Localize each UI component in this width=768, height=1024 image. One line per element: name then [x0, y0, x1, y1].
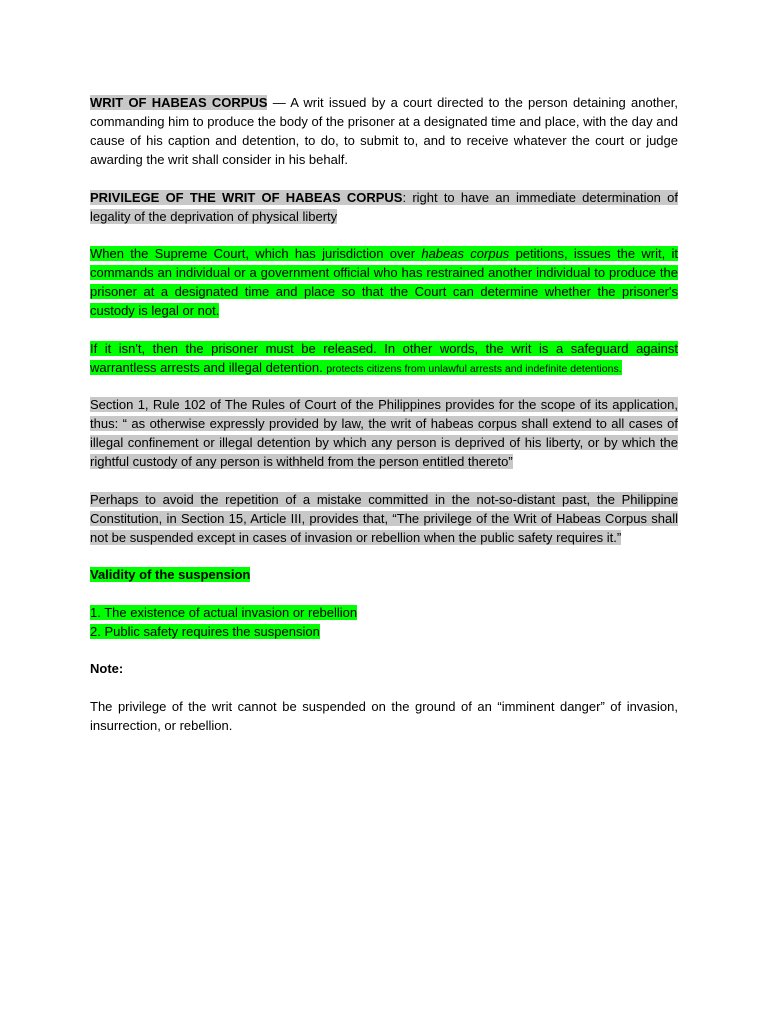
paragraph-constitution [90, 490, 678, 547]
note-text: The privilege of the writ cannot be suspended on the ground of an “imminent danger” of invasion, insurrection, or rebellion. [90, 698, 678, 733]
release-text: If it isn't, then the prisoner must be released. In other words, the writ is a safeguard against warrantless arrests and illegal detention. [90, 340, 678, 375]
supreme-court-text-end: petitions, issues the writ, it commands an individual or a government official who has restrained another individual to produce the prisoner at a designated time and place so that the Court can determine whether the prisoner's custody is legal or not. [90, 246, 678, 318]
validity-list [90, 603, 678, 641]
term-writ-of-habeas-corpus: WRIT OF HABEAS CORPUS [90, 95, 268, 110]
note-label: Note: [90, 661, 124, 676]
validity-item-1: 1. The existence of actual invasion or rebellion [90, 604, 358, 620]
paragraph-privilege-definition [90, 188, 678, 226]
habeas-corpus-italic: habeas corpus [421, 246, 510, 261]
paragraph-supreme-court [90, 244, 678, 320]
validity-item-2: 2. Public safety requires the suspension [90, 623, 320, 639]
privilege-definition-text: : right to have an immediate determination of legality of the deprivation of physical liberty [90, 189, 678, 224]
supreme-court-text-start: When the Supreme Court, which has jurisdiction over [90, 246, 422, 261]
constitution-text: Perhaps to avoid the repetition of a mistake committed in the not-so-distant past, the Philippine Constitution, in Section 15, Article III, provides that, “The privilege of the Writ of Habeas Corpus shall not be suspended except in cases of invasion or rebellion when the public safety requires it.” [90, 491, 678, 545]
release-note-small: protects citizens from unlawful arrests and indefinite detentions. [326, 362, 622, 375]
term-privilege-of-writ: PRIVILEGE OF THE WRIT OF HABEAS CORPUS [90, 189, 403, 205]
rule-102-text: Section 1, Rule 102 of The Rules of Court of the Philippines provides for the scope of its application, thus: “ as otherwise expressly provided by law, the writ of habeas corpus shall extend to all cases of illegal confinement or illegal detention by which any person is deprived of his liberty, or by which the rightful custody of any person is withheld from the person entitled thereto” [90, 397, 678, 469]
writ-definition-text: — A writ issued by a court directed to the person detaining another, commanding him to produce the body of the prisoner at a designated time and place, with the day and cause of his caption and detention, to do, to submit to, and to receive whatever the court or judge awarding the writ shall consider in his behalf. [90, 95, 678, 167]
paragraph-release [90, 339, 678, 377]
paragraph-writ-definition [90, 93, 678, 169]
paragraph-rule-102 [90, 395, 678, 471]
validity-heading: Validity of the suspension [90, 567, 251, 582]
document-body [90, 93, 678, 753]
